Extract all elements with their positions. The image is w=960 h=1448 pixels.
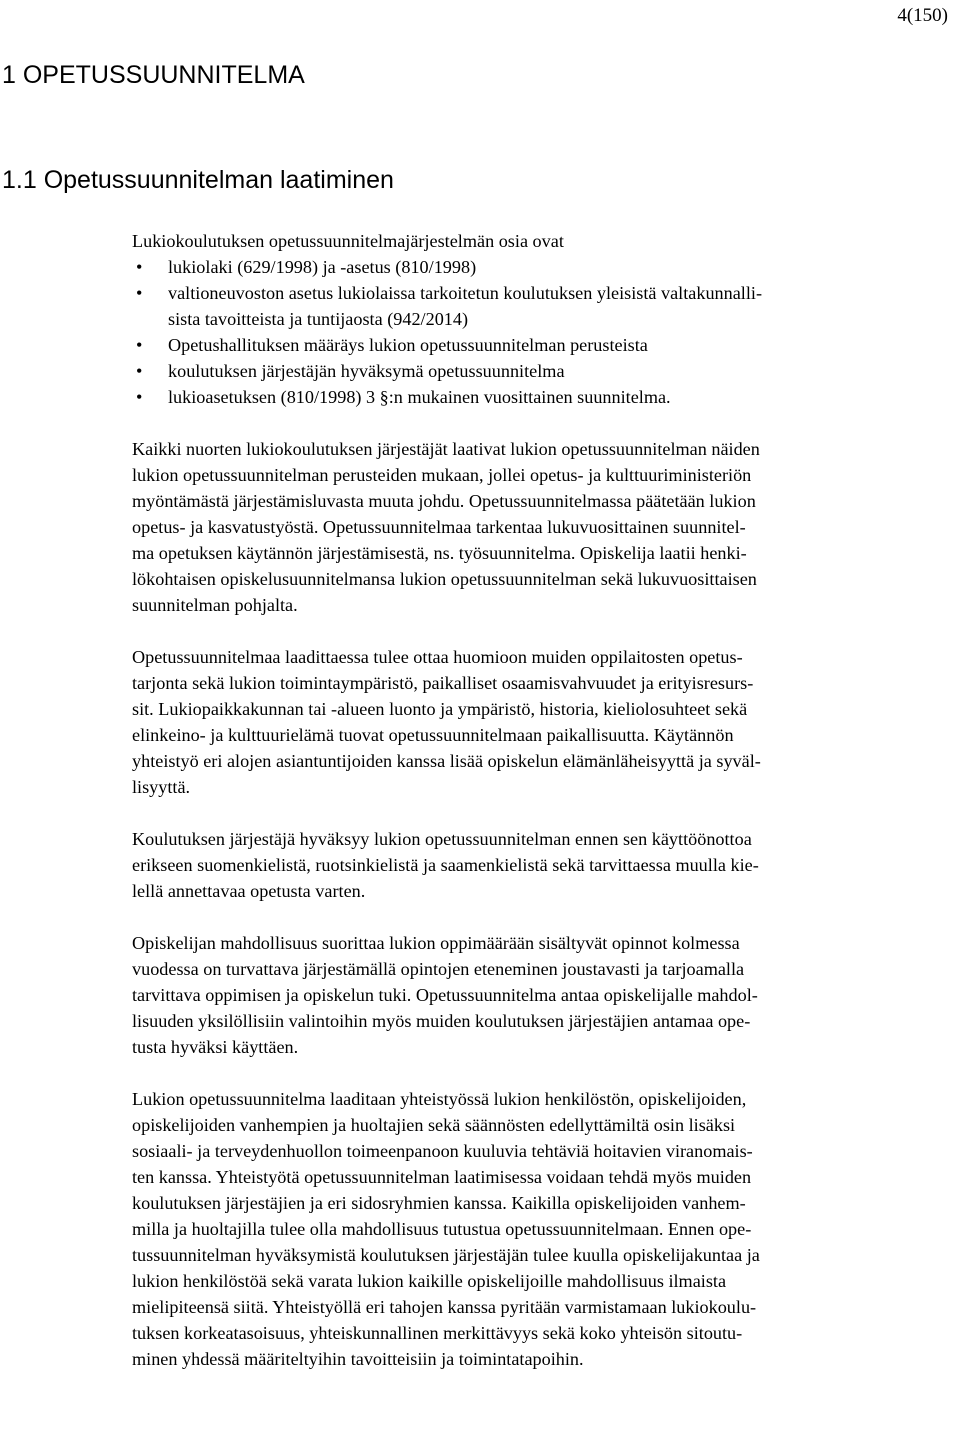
- paragraph-line: Opiskelijan mahdollisuus suorittaa lukion oppimäärään sisältyvät opinnot kolmessa: [132, 933, 740, 953]
- paragraph-line: Koulutuksen järjestäjä hyväksyy lukion opetussuunnitelman ennen sen käyttöönottoa: [132, 829, 752, 849]
- paragraph-line: mielipiteensä siitä. Yhteistyöllä eri tahojen kanssa pyritään varmistamaan lukiokoulu-: [132, 1297, 757, 1317]
- list-item: [132, 280, 954, 332]
- list-item-text: lukioasetuksen (810/1998) 3 §:n mukainen vuosittainen suunnitelma.: [168, 387, 671, 407]
- paragraph-local-context: [132, 644, 954, 800]
- list-item-text: Opetushallituksen määräys lukion opetussuunnitelman perusteista: [168, 335, 648, 355]
- paragraph-line: sit. Lukiopaikkakunnan tai -alueen luonto ja ympäristö, historia, kieliolosuhteet sekä: [132, 699, 748, 719]
- paragraph-line: vuodessa on turvattava järjestämällä opintojen eteneminen joustavasti ja tarjoamalla: [132, 959, 745, 979]
- paragraph-line: yhteistyö eri alojen asiantuntijoiden kanssa lisää opiskelun elämänläheisyyttä ja syväl-: [132, 751, 761, 771]
- list-item: [132, 384, 954, 410]
- list-item: [132, 358, 954, 384]
- paragraph-line: tusta hyväksi käyttäen.: [132, 1037, 299, 1057]
- paragraph-line: suunnitelman pohjalta.: [132, 595, 298, 615]
- section-heading: 1.1 Opetussuunnitelman laatiminen: [2, 166, 394, 194]
- paragraph-line: lellä annettavaa opetusta varten.: [132, 881, 366, 901]
- intro-text: Lukiokoulutuksen opetussuunnitelmajärjestelmän osia ovat: [132, 231, 564, 251]
- paragraph-three-years: [132, 930, 954, 1060]
- paragraph-line: tuksen korkeatasoisuus, yhteiskunnallinen merkittävyys sekä koko yhteisön sitoutu-: [132, 1323, 743, 1343]
- list-item: [132, 332, 954, 358]
- paragraph-line: koulutuksen järjestäjien ja eri sidosryhmien kanssa. Kaikilla opiskelijoiden vanhem-: [132, 1193, 746, 1213]
- paragraph-curriculum-preparation: [132, 436, 954, 618]
- paragraph-line: lisyyttä.: [132, 777, 191, 797]
- paragraph-line: lökohtaisen opiskelusuunnitelmansa lukion opetussuunnitelman sekä lukuvuosittaisen: [132, 569, 757, 589]
- bullet-icon: •: [136, 335, 143, 355]
- document-body: [132, 228, 954, 1372]
- list-item-text: lukiolaki (629/1998) ja -asetus (810/1998): [168, 257, 477, 277]
- bullet-icon: •: [136, 361, 143, 381]
- paragraph-line: Lukion opetussuunnitelma laaditaan yhteistyössä lukion henkilöstön, opiskelijoiden,: [132, 1089, 747, 1109]
- paragraph-line: elinkeino- ja kulttuurielämä tuovat opetussuunnitelmaan paikallisuutta. Käytännön: [132, 725, 734, 745]
- list-item-text: koulutuksen järjestäjän hyväksymä opetussuunnitelma: [168, 361, 565, 381]
- page-number: 4(150): [897, 5, 948, 26]
- paragraph-line: tarjonta sekä lukion toimintaympäristö, paikalliset osaamisvahvuudet ja erityisresurs-: [132, 673, 754, 693]
- paragraph-line: tussuunnitelman hyväksymistä koulutuksen järjestäjän tulee kuulla opiskelijakuntaa ja: [132, 1245, 760, 1265]
- list-item: [132, 254, 954, 280]
- paragraph-line: minen yhdessä määriteltyihin tavoitteisiin ja toimintatapoihin.: [132, 1349, 584, 1369]
- list-item-text: sista tavoitteista ja tuntijaosta (942/2014): [168, 309, 469, 329]
- paragraph-cooperation: [132, 1086, 954, 1372]
- bullet-icon: •: [136, 257, 143, 277]
- list-item-text: valtioneuvoston asetus lukiolaissa tarkoitetun koulutuksen yleisistä valtakunnalli-: [168, 283, 763, 303]
- paragraph-line: erikseen suomenkielistä, ruotsinkielistä ja saamenkielistä sekä tarvittaessa muulla kie-: [132, 855, 759, 875]
- paragraph-line: milla ja huoltajilla tulee olla mahdollisuus tutustua opetussuunnitelmaan. Ennen ope-: [132, 1219, 752, 1239]
- component-list: [132, 254, 954, 410]
- bullet-icon: •: [136, 283, 143, 303]
- paragraph-line: lisuuden yksilöllisiin valintoihin myös muiden koulutuksen järjestäjien antamaa ope-: [132, 1011, 751, 1031]
- bullet-icon: •: [136, 387, 143, 407]
- paragraph-line: Kaikki nuorten lukiokoulutuksen järjestäjät laativat lukion opetussuunnitelman näiden: [132, 439, 760, 459]
- paragraph-line: ten kanssa. Yhteistyötä opetussuunnitelman laatimisessa voidaan tehdä myös muiden: [132, 1167, 752, 1187]
- paragraph-line: lukion opetussuunnitelman perusteiden mukaan, jollei opetus- ja kulttuuriministeriön: [132, 465, 752, 485]
- paragraph-approval: [132, 826, 954, 904]
- paragraph-line: opiskelijoiden vanhempien ja huoltajien sekä säännösten edellyttämiltä osin lisäksi: [132, 1115, 736, 1135]
- chapter-heading: 1 OPETUSSUUNNITELMA: [2, 61, 305, 89]
- paragraph-line: sosiaali- ja terveydenhuollon toimeenpanoon kuuluvia tehtäviä hoitavien viranomais-: [132, 1141, 753, 1161]
- paragraph-line: tarvittava oppimisen ja opiskelun tuki. Opetussuunnitelma antaa opiskelijalle mahdol-: [132, 985, 758, 1005]
- paragraph-line: lukion henkilöstöä sekä varata lukion kaikille opiskelijoille mahdollisuus ilmaista: [132, 1271, 727, 1291]
- paragraph-line: myöntämästä järjestämisluvasta muuta johdu. Opetussuunnitelmassa päätetään lukion: [132, 491, 756, 511]
- paragraph-line: ma opetuksen käytännön järjestämisestä, ns. työsuunnitelma. Opiskelija laatii henki-: [132, 543, 747, 563]
- paragraph-line: Opetussuunnitelmaa laadittaessa tulee ottaa huomioon muiden oppilaitosten opetus-: [132, 647, 743, 667]
- paragraph-line: opetus- ja kasvatustyöstä. Opetussuunnitelmaa tarkentaa lukuvuosittainen suunnitel-: [132, 517, 746, 537]
